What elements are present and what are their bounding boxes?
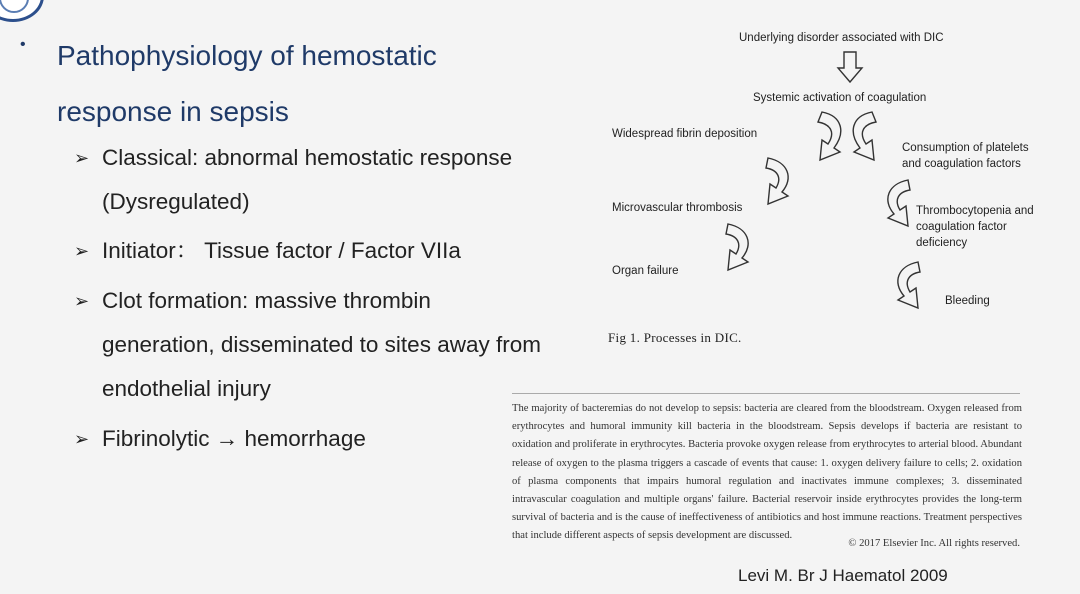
label-consumption: Consumption of platelets xyxy=(902,142,1029,154)
label-systemic: Systemic activation of coagulation xyxy=(753,92,927,104)
divider xyxy=(512,393,1020,394)
curved-arrow-left-icon xyxy=(818,112,841,160)
point-text: Fibrinolytic → hemorrhage xyxy=(102,426,366,451)
curved-arrow-icon xyxy=(888,180,910,226)
label-bleeding: Bleeding xyxy=(945,295,990,307)
label-consumption: and coagulation factors xyxy=(902,158,1021,170)
point-text: Classical: abnormal hemostatic response xyxy=(102,145,513,170)
university-logo xyxy=(0,0,44,22)
point-text: Initiator： Tissue factor / Factor VIIa xyxy=(102,238,461,263)
curved-arrow-icon xyxy=(766,158,788,204)
arrow-bullet-icon: ➢ xyxy=(74,241,90,261)
label-thrombocytopenia: coagulation factor xyxy=(916,221,1007,233)
main-bullet: • xyxy=(20,36,26,53)
arrow-bullet-icon: ➢ xyxy=(74,291,90,311)
label-microvascular: Microvascular thrombosis xyxy=(612,202,743,214)
figure-caption: Fig 1. Processes in DIC. xyxy=(608,330,742,345)
label-underlying: Underlying disorder associated with DIC xyxy=(739,32,944,44)
point-text: Clot formation: massive thrombin xyxy=(102,288,431,313)
citation: Levi M. Br J Haematol 2009 xyxy=(738,566,948,585)
label-thrombocytopenia: Thrombocytopenia and xyxy=(916,205,1034,217)
down-arrow-icon xyxy=(838,52,862,82)
point-text: generation, disseminated to sites away from xyxy=(102,332,541,357)
slide-heading: Pathophysiology of hemostatic response in sepsis xyxy=(57,40,437,127)
copyright: © 2017 Elsevier Inc. All rights reserved. xyxy=(848,538,1020,549)
curved-arrow-right-icon xyxy=(853,112,876,160)
diagram-arrows xyxy=(590,20,1070,350)
point-text: (Dysregulated) xyxy=(102,189,250,214)
arrow-bullet-icon: ➢ xyxy=(74,148,90,168)
curved-arrow-icon xyxy=(726,224,748,270)
curved-arrow-icon xyxy=(898,262,920,308)
point-text: endothelial injury xyxy=(102,376,271,401)
label-organ-failure: Organ failure xyxy=(612,265,679,277)
abstract-text: The majority of bacteremias do not develop to sepsis: bacteria are cleared from the bloodstream. Oxygen released from erythrocytes and humoral immunity kill bacteria in the bloodstream. Sepsis develops if bacteria are resistant to oxidation and proliferate in erythrocytes. Bacteria provoke oxygen release from erythrocytes to arterial blood. Abundant release of oxygen to the plasma triggers a cascade of events that cause: 1. oxygen delivery failure to cells; 2. oxidation of plasma components that impairs humoral regulation and inactivates immune complexes; 3. disseminated intravascular coagulation and multiple organs' failure. Bacterial reservoir inside erythrocytes provides the long-term survival of bacteria and is the cause of ineffectiveness of antibiotics and host immune reactions. Treatment perspectives that include different aspects of sepsis development are discussed. xyxy=(512,403,1022,542)
label-thrombocytopenia: deficiency xyxy=(916,237,968,249)
dic-process-diagram xyxy=(590,20,1070,350)
arrow-bullet-icon: ➢ xyxy=(74,429,90,449)
label-fibrin: Widespread fibrin deposition xyxy=(612,128,758,140)
